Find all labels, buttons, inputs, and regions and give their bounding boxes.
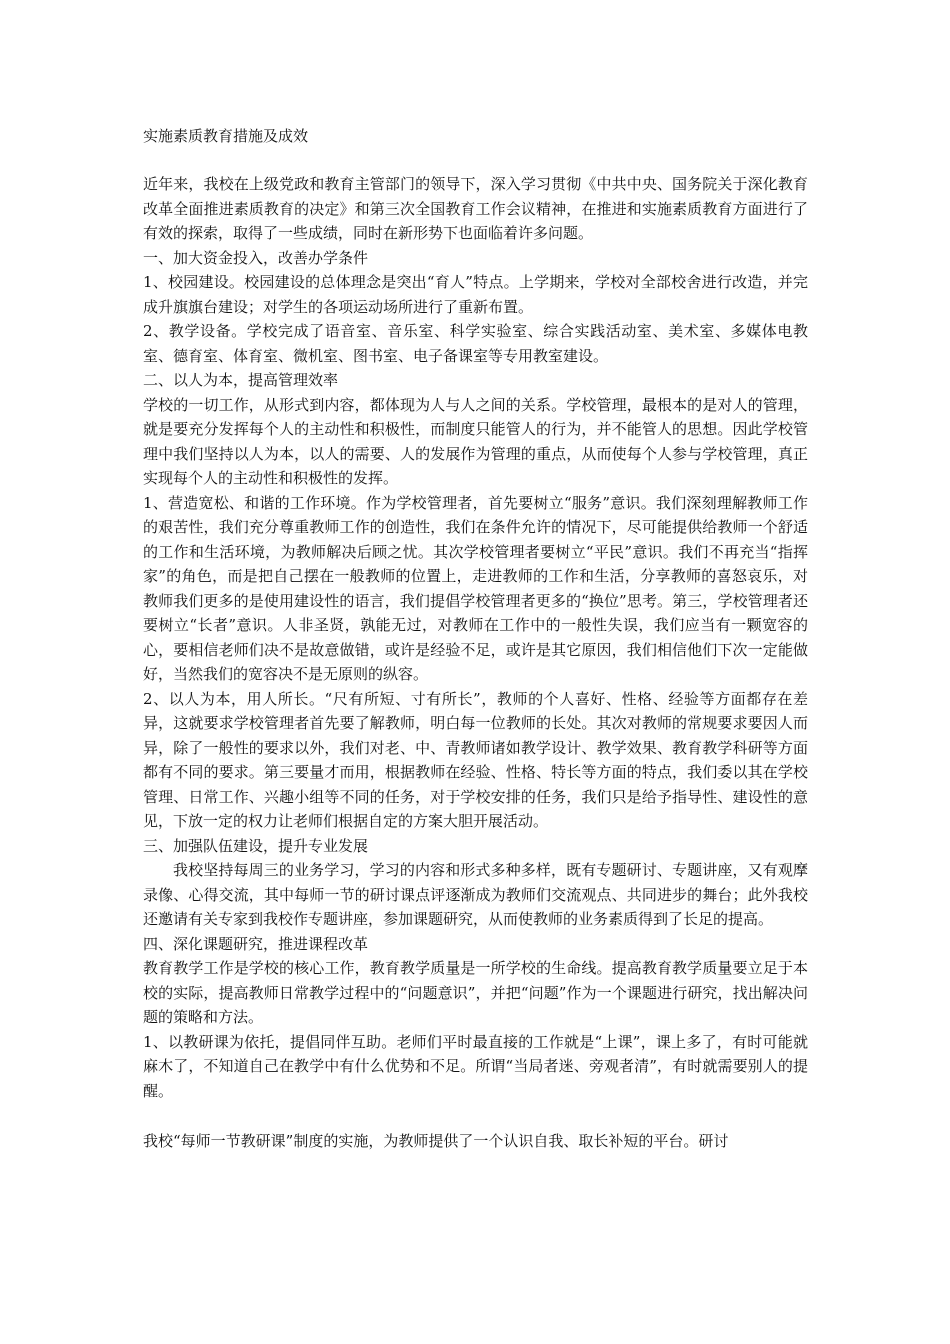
section-heading-3: 三、加强队伍建设，提升专业发展 — [143, 836, 369, 855]
document-page — [143, 124, 808, 1154]
paragraph-teaching-quality: 教育教学工作是学校的核心工作，教育教学质量是一所学校的生命线。提高教育教学质量要立足于本校的实际，提高教师日常教学过程中的“问题意识”，并把“问题”作为一个课题进行研究，找出解决问题的策略和方法。 — [143, 959, 808, 1026]
paragraph-work-environment: 1、营造宽松、和谐的工作环境。作为学校管理者，首先要树立“服务”意识。我们深刻理解教师工作的艰苦性，我们充分尊重教师工作的创造性，我们在条件允许的情况下，尽可能提供给教师一个舒适的工作和生活环境，为教师解决后顾之忧。其次学校管理者要树立“平民”意识。我们不再充当“指挥家”的角色，而是把自己摆在一般教师的位置上，走进教师的工作和生活，分享教师的喜怒哀乐，对教师我们更多的是使用建设性的语言，我们提倡学校管理者更多的“换位”思考。第三，学校管理者还要树立“长者”意识。人非圣贤，孰能无过，对教师在工作中的一般性失误，我们应当有一颗宽容的心，要相信老师们决不是故意做错，或许是经验不足，或许是其它原因，我们相信他们下次一定能做好，当然我们的宽容决不是无原则的纵容。 — [143, 493, 808, 683]
section-heading-1: 一、加大资金投入，改善办学条件 — [143, 248, 369, 267]
document-title: 实施素质教育措施及成效 — [143, 127, 309, 145]
paragraph-weekly-study: 我校坚持每周三的业务学习，学习的内容和形式多种多样，既有专题研讨、专题讲座，又有观摩录像、心得交流，其中每师一节的研讨课点评逐渐成为教师们交流观点、共同进步的舞台；此外我校还邀请有关专家到我校作专题讲座，参加课题研究，从而使教师的业务素质得到了长足的提高。 — [143, 861, 808, 928]
paragraph-teaching-equipment: 2、教学设备。学校完成了语音室、音乐室、科学实验室、综合实践活动室、美术室、多媒体电教室、德育室、体育室、微机室、图书室、电子备课室等专用教室建设。 — [143, 322, 808, 365]
intro-paragraph: 近年来，我校在上级党政和教育主管部门的领导下，深入学习贯彻《中共中央、国务院关于深化教育改革全面推进素质教育的决定》和第三次全国教育工作会议精神，在推进和实施素质教育方面进行了有效的探索，取得了一些成绩，同时在新形势下也面临着许多问题。 — [143, 175, 808, 242]
section-heading-2: 二、以人为本，提高管理效率 — [143, 371, 339, 389]
paragraph-people-oriented: 2、以人为本，用人所长。“尺有所短、寸有所长”，教师的个人喜好、性格、经验等方面都存在差异，这就要求学校管理者首先要了解教师，明白每一位教师的长处。其次对教师的常规要求要因人而异，除了一般性的要求以外，我们对老、中、青教师诸如教学设计、教学效果、教育教学科研等方面都有不同的要求。第三要量才而用，根据教师在经验、性格、特长等方面的特点，我们委以其在学校管理、日常工作、兴趣小组等不同的任务，对于学校安排的任务，我们只是给予指导性、建设性的意见，下放一定的权力让老师们根据自定的方案大胆开展活动。 — [143, 689, 808, 830]
paragraph-research-lesson: 我校“每师一节教研课”制度的实施，为教师提供了一个认识自我、取长补短的平台。研讨 — [143, 1132, 729, 1150]
paragraph-peer-support: 1、以教研课为依托，提倡同伴互助。老师们平时最直接的工作就是“上课”，课上多了，有时可能就麻木了，不知道自己在教学中有什么优势和不足。所谓“当局者迷、旁观者清”，有时就需要别人的提醒。 — [143, 1032, 808, 1100]
section-heading-4: 四、深化课题研究，推进课程改革 — [143, 934, 369, 953]
spacer — [143, 148, 808, 172]
paragraph-management: 学校的一切工作，从形式到内容，都体现为人与人之间的关系。学校管理，最根本的是对人的管理，就是要充分发挥每个人的主动性和积极性，而制度只能管人的行为，并不能管人的思想。因此学校管理中我们坚持以人为本，以人的需要、人的发展作为管理的重点，从而使每个人参与学校管理，真正实现每个人的主动性和积极性的发挥。 — [143, 395, 808, 487]
paragraph-campus-construction: 1、校园建设。校园建设的总体理念是突出“育人”特点。上学期来，学校对全部校舍进行改造，并完成升旗旗台建设；对学生的各项运动场所进行了重新布置。 — [143, 273, 808, 316]
spacer — [143, 1103, 808, 1129]
